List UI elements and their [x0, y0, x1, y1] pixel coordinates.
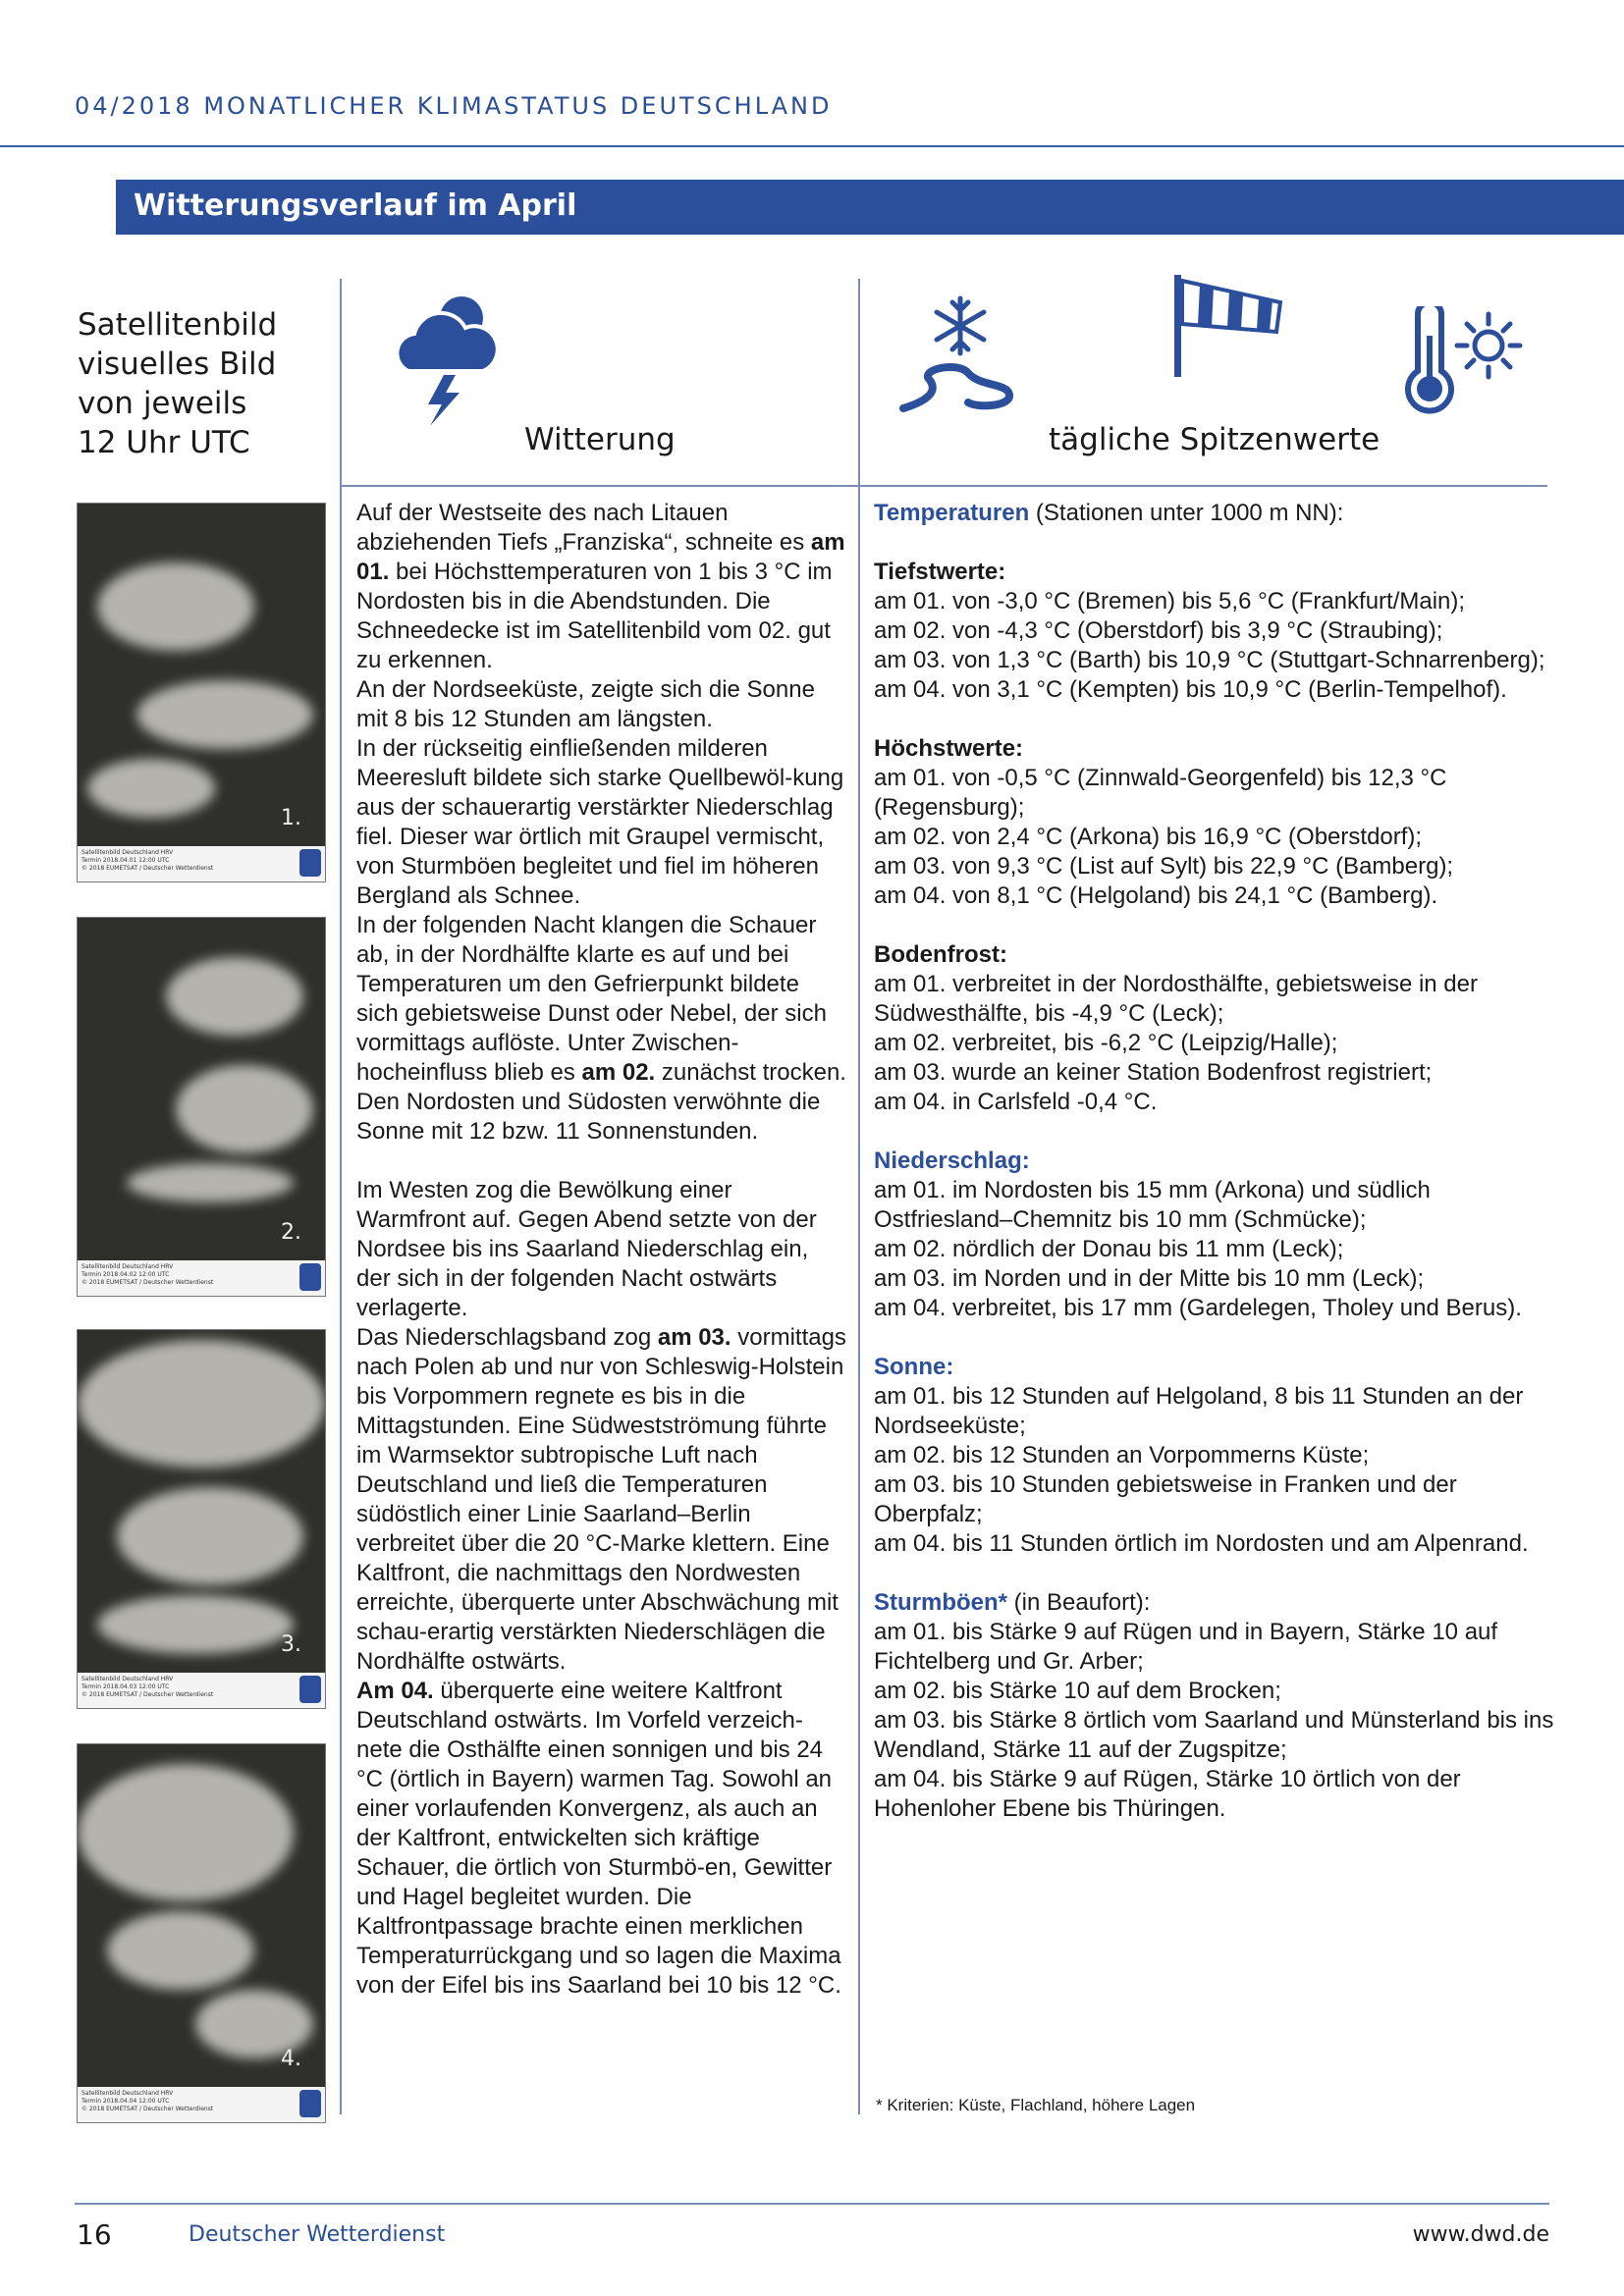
- dwd-logo-icon: [299, 1263, 321, 1291]
- peak-line: am 02. von 2,4 °C (Arkona) bis 16,9 °C (Oberstdorf);: [874, 824, 1423, 850]
- caption-line: Termin 2018.04.04 12:00 UTC: [81, 2098, 170, 2105]
- peak-line: am 01. verbreitet in der Nordosthälfte, gebietsweise in der Südwesthälfte, bis -4,9 °C (Leck);: [874, 971, 1478, 1027]
- peak-line: am 04. bis 11 Stunden örtlich im Nordosten und am Alpenrand.: [874, 1530, 1529, 1557]
- peak-line: am 02. nördlich der Donau bis 11 mm (Leck);: [874, 1236, 1344, 1262]
- peak-line: am 03. bis 10 Stunden gebietsweise in Franken und der Oberpfalz;: [874, 1471, 1457, 1527]
- publication-header: 04/2018 MONATLICHER KLIMASTATUS DEUTSCHLAND: [75, 92, 833, 120]
- min-heading: Tiefstwerte:: [874, 559, 1006, 585]
- image-caption: [78, 846, 325, 881]
- weather-column-heading: Witterung: [524, 422, 676, 457]
- caption-line: © 2018 EUMETSAT / Deutscher Wetterdienst: [81, 2106, 214, 2112]
- satellite-image-4: [77, 1743, 326, 2123]
- image-number: 3.: [281, 1632, 301, 1657]
- page-number: 16: [77, 2218, 112, 2251]
- image-caption: [78, 1260, 325, 1296]
- weather-description: [356, 499, 847, 2001]
- satellite-image-1: [77, 503, 326, 882]
- caption-line: Termin 2018.04.01 12:00 UTC: [81, 857, 170, 864]
- peak-line: am 01. im Nordosten bis 15 mm (Arkona) und südlich Ostfriesland–Chemnitz bis 10 mm (Schmücke);: [874, 1177, 1431, 1233]
- peak-line: am 02. von -4,3 °C (Oberstdorf) bis 3,9 °C (Straubing);: [874, 617, 1443, 644]
- cloud-rain-lightning-icon: [391, 291, 499, 432]
- caption-line: © 2018 EUMETSAT / Deutscher Wetterdienst: [81, 1691, 214, 1698]
- organization-name: Deutscher Wetterdienst: [189, 2222, 446, 2247]
- peak-line: am 01. bis Stärke 9 auf Rügen und in Bayern, Stärke 10 auf Fichtelberg und Gr. Arber;: [874, 1619, 1498, 1675]
- caption-line: Satellitenbild Deutschland HRV: [81, 1676, 174, 1682]
- peak-line: am 01. von -0,5 °C (Zinnwald-Georgenfeld) bis 12,3 °C (Regensburg);: [874, 765, 1447, 821]
- peak-line: am 03. von 1,3 °C (Barth) bis 10,9 °C (Stuttgart-Schnarrenberg);: [874, 647, 1545, 673]
- windsock-icon: [1170, 273, 1288, 385]
- caption-line: Satellitenbild Deutschland HRV: [81, 849, 174, 856]
- weather-paragraph: In der folgenden Nacht klangen die Schauer ab, in der Nordhälfte klarte es auf und bei Temperaturen um den Gefrierpunkt bildete sich gebietsweise Dunst oder Nebel, der sich vormittags auflöste. Unter Zwischen-hocheinfluss blieb es am 02. zunächst trocken. Den Nordosten und Südosten verwöhnte die Sonne mit 12 bzw. 11 Sonnenstunden.: [356, 912, 846, 1145]
- image-number: 4.: [281, 2047, 301, 2071]
- dwd-logo-icon: [299, 849, 321, 877]
- image-number: 2.: [281, 1220, 301, 1245]
- peak-line: am 01. bis 12 Stunden auf Helgoland, 8 bis 11 Stunden an der Nordseeküste;: [874, 1383, 1524, 1439]
- peak-line: am 02. bis Stärke 10 auf dem Brocken;: [874, 1678, 1281, 1704]
- sunshine-heading: Sonne:: [874, 1354, 954, 1380]
- weather-paragraph: An der Nordseeküste, zeigte sich die Sonne mit 8 bis 12 Stunden am längsten.: [356, 676, 815, 732]
- satellite-image-3: [77, 1329, 326, 1709]
- peak-line: am 04. bis Stärke 9 auf Rügen, Stärke 10 örtlich von der Hohenloher Ebene bis Thüringen.: [874, 1766, 1461, 1822]
- peak-line: am 01. von -3,0 °C (Bremen) bis 5,6 °C (Frankfurt/Main);: [874, 588, 1466, 614]
- image-caption: [78, 1673, 325, 1708]
- precipitation-heading: Niederschlag:: [874, 1148, 1030, 1174]
- image-caption: [78, 2087, 325, 2122]
- criteria-footnote: * Kriterien: Küste, Flachland, höhere Lagen: [876, 2096, 1196, 2114]
- satellite-image-2: [77, 917, 326, 1297]
- weather-paragraph: In der rückseitig einfließenden milderen Meeresluft bildete sich starke Quellbewöl-kung aus der schauerartig verstärkter Niederschlag fiel. Dieser war örtlich mit Graupel vermischt, von Sturmböen begleitet und fiel im höheren Bergland als Schnee.: [356, 735, 844, 909]
- header-divider: [0, 145, 1624, 147]
- peaks-column-heading: tägliche Spitzenwerte: [1049, 422, 1380, 457]
- satellite-column-heading: [78, 305, 313, 462]
- peak-line: am 03. von 9,3 °C (List auf Sylt) bis 22,9 °C (Bamberg);: [874, 853, 1454, 880]
- thermometer-sun-icon: [1398, 306, 1526, 418]
- footer-divider: [75, 2203, 1549, 2205]
- max-heading: Höchstwerte:: [874, 735, 1024, 762]
- satellite-heading-line: Satellitenbild: [78, 307, 278, 343]
- weather-paragraph: Auf der Westseite des nach Litauen abziehenden Tiefs „Franziska“, schneite es am 01. bei Höchsttemperaturen von 1 bis 3 °C im Nordosten bis in die Abendstunden. Die Schneedecke ist im Satellitenbild vom 02. gut zu erkennen.: [356, 500, 845, 673]
- weather-paragraph: Das Niederschlagsband zog am 03. vormittags nach Polen ab und nur von Schleswig-Holstein bis Vorpommern regnete es bis in die Mittagstunden. Eine Südwestströmung führte im Warmsektor subtropische Luft nach Deutschland und ließ die Temperaturen südöstlich einer Linie Saarland–Berlin verbreitet über die 20 °C-Marke klettern. Eine Kaltfront, die nachmittags den Nordwesten erreichte, überquerte unter Abschwächung mit schau-erartig verstärkten Niederschlägen die Nordhälfte ostwärts.: [356, 1324, 846, 1675]
- peak-line: am 02. verbreitet, bis -6,2 °C (Leipzig/Halle);: [874, 1030, 1338, 1056]
- caption-line: Termin 2018.04.03 12:00 UTC: [81, 1683, 170, 1690]
- dwd-logo-icon: [299, 1676, 321, 1703]
- image-number: 1.: [281, 806, 301, 830]
- column-divider-2: [858, 279, 860, 2114]
- gusts-heading: Sturmböen* (in Beaufort):: [874, 1589, 1151, 1616]
- caption-line: © 2018 EUMETSAT / Deutscher Wetterdienst: [81, 1279, 214, 1286]
- snowflake-road-icon: [899, 293, 1017, 424]
- frost-heading: Bodenfrost:: [874, 941, 1007, 968]
- heading-underline: [340, 485, 1547, 487]
- daily-peaks: [874, 499, 1561, 1824]
- satellite-heading-line: 12 Uhr UTC: [78, 425, 250, 460]
- peak-line: am 03. im Norden und in der Mitte bis 10 mm (Leck);: [874, 1265, 1425, 1292]
- dwd-logo-icon: [299, 2090, 321, 2117]
- temperature-heading: Temperaturen (Stationen unter 1000 m NN):: [874, 500, 1344, 526]
- weather-paragraph: Am 04. überquerte eine weitere Kaltfront Deutschland ostwärts. Im Vorfeld verzeich-nete die Osthälfte einen sonnigen und bis 24 °C (örtlich in Bayern) warmen Tag. Sowohl an einer vorlaufenden Konvergenz, als auch an der Kaltfront, entwickelten sich kräftige Schauer, die örtlich von Sturmbö-en, Gewitter und Hagel begleitet wurden. Die Kaltfrontpassage brachte einen merklichen Temperaturrückgang und so lagen die Maxima von der Eifel bis ins Saarland bei 10 bis 12 °C.: [356, 1678, 841, 1999]
- caption-line: Termin 2018.04.02 12:00 UTC: [81, 1271, 170, 1278]
- peak-line: am 02. bis 12 Stunden an Vorpommerns Küste;: [874, 1442, 1370, 1468]
- caption-line: Satellitenbild Deutschland HRV: [81, 1263, 174, 1270]
- column-divider-1: [340, 279, 342, 2114]
- peak-line: am 04. verbreitet, bis 17 mm (Gardelegen, Tholey und Berus).: [874, 1295, 1522, 1321]
- satellite-heading-line: visuelles Bild: [78, 347, 277, 382]
- website-link[interactable]: www.dwd.de: [1412, 2222, 1549, 2247]
- caption-line: Satellitenbild Deutschland HRV: [81, 2090, 174, 2097]
- peak-line: am 04. von 8,1 °C (Helgoland) bis 24,1 °C (Bamberg).: [874, 882, 1438, 909]
- peak-line: am 03. wurde an keiner Station Bodenfrost registriert;: [874, 1059, 1433, 1086]
- peak-line: am 04. von 3,1 °C (Kempten) bis 10,9 °C (Berlin-Tempelhof).: [874, 676, 1507, 703]
- peak-line: am 03. bis Stärke 8 örtlich vom Saarland und Münsterland bis ins Wendland, Stärke 11 auf der Zugspitze;: [874, 1707, 1554, 1763]
- caption-line: © 2018 EUMETSAT / Deutscher Wetterdienst: [81, 865, 214, 872]
- section-title-bar: [116, 180, 1624, 235]
- weather-paragraph: Im Westen zog die Bewölkung einer Warmfront auf. Gegen Abend setzte von der Nordsee bis ins Saarland Niederschlag ein, der sich in der folgenden Nacht ostwärts verlagerte.: [356, 1177, 817, 1321]
- section-title: Witterungsverlauf im April: [134, 188, 577, 223]
- peak-line: am 04. in Carlsfeld -0,4 °C.: [874, 1089, 1158, 1115]
- satellite-heading-line: von jeweils: [78, 386, 247, 421]
